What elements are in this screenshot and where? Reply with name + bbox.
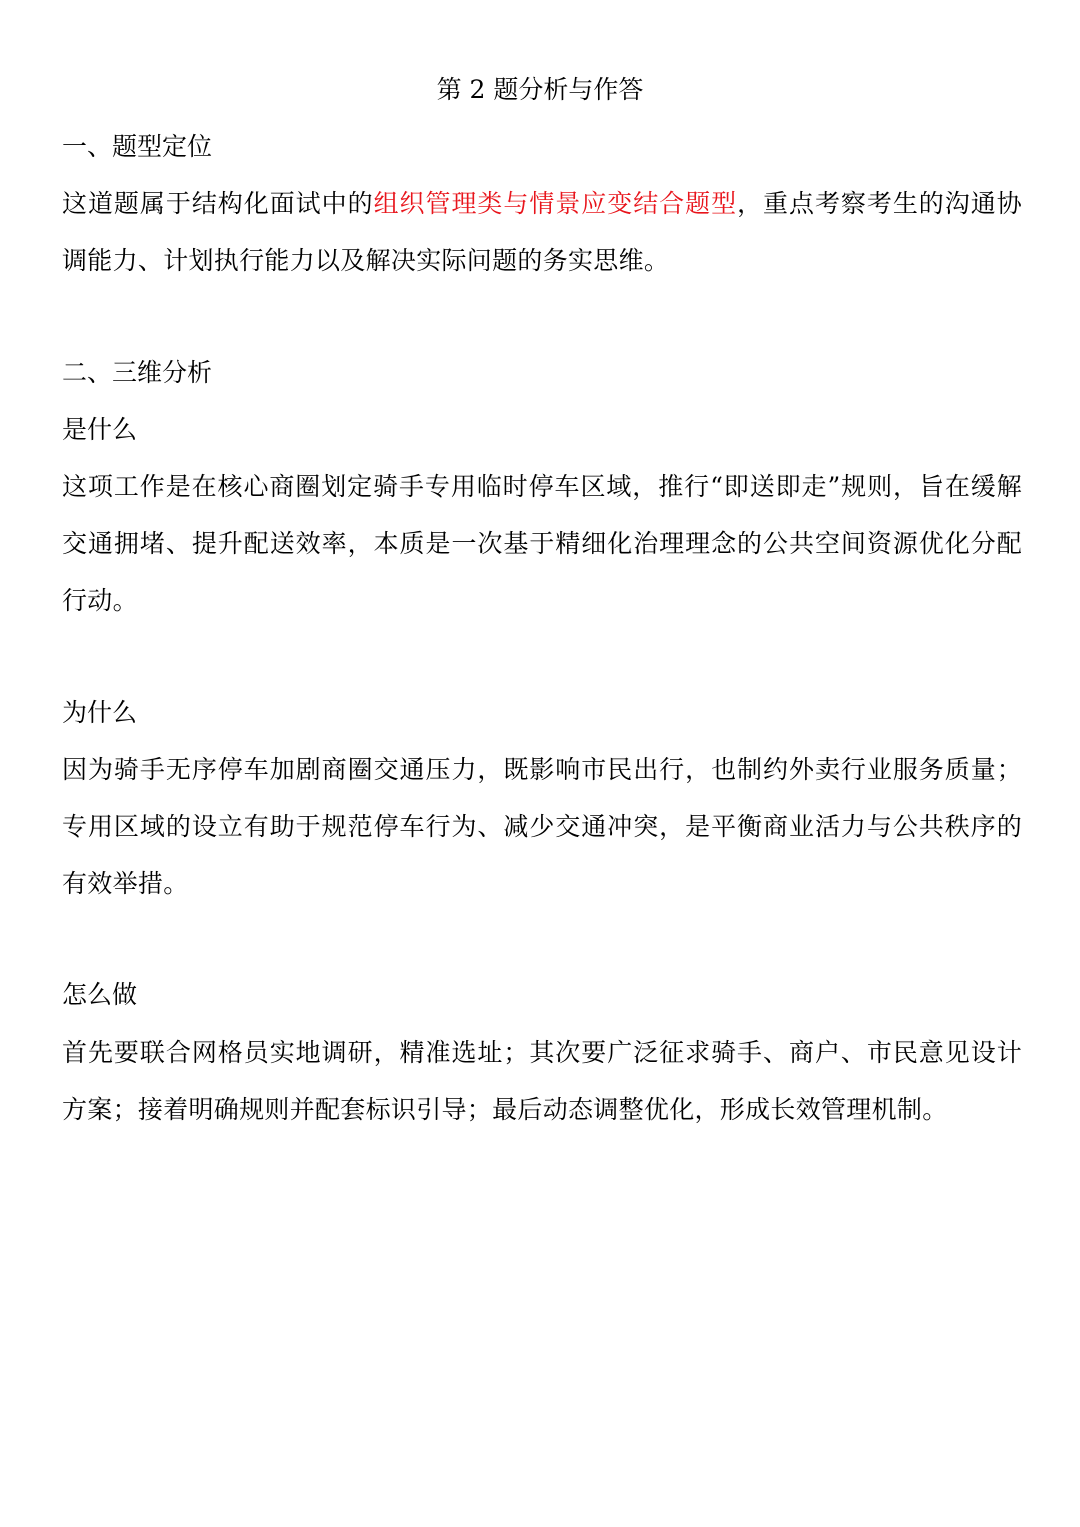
subheading-why: 为什么 <box>62 698 138 727</box>
positioning-text-after: ，重点考察考生的沟通协调能力、计划执行能力以及解决实际问题的务实思维。 <box>62 189 1022 275</box>
subheading-what: 是什么 <box>62 415 138 444</box>
question-type-highlight: 组织管理类与情景应变结合题型 <box>373 189 738 218</box>
how-paragraph: 首先要联合网格员实地调研，精准选址；其次要广泛征求骑手、商户、市民意见设计方案；接着明确规则并配套标识引导；最后动态调整优化，形成长效管理机制。 <box>62 1038 1022 1124</box>
what-paragraph: 这项工作是在核心商圈划定骑手专用临时停车区域，推行“即送即走”规则，旨在缓解交通拥堵、提升配送效率，本质是一次基于精细化治理理念的公共空间资源优化分配行动。 <box>62 472 1022 615</box>
section-heading-positioning: 一、题型定位 <box>62 132 213 161</box>
section-heading-analysis: 二、三维分析 <box>62 358 213 387</box>
subheading-how: 怎么做 <box>62 980 138 1009</box>
page-title: 第 2 题分析与作答 <box>436 75 644 104</box>
positioning-paragraph <box>62 175 1022 289</box>
positioning-text-before: 这道题属于结构化面试中的 <box>62 189 374 218</box>
why-paragraph: 因为骑手无序停车加剧商圈交通压力，既影响市民出行，也制约外卖行业服务质量；专用区域的设立有助于规范停车行为、减少交通冲突，是平衡商业活力与公共秩序的有效举措。 <box>62 755 1022 898</box>
